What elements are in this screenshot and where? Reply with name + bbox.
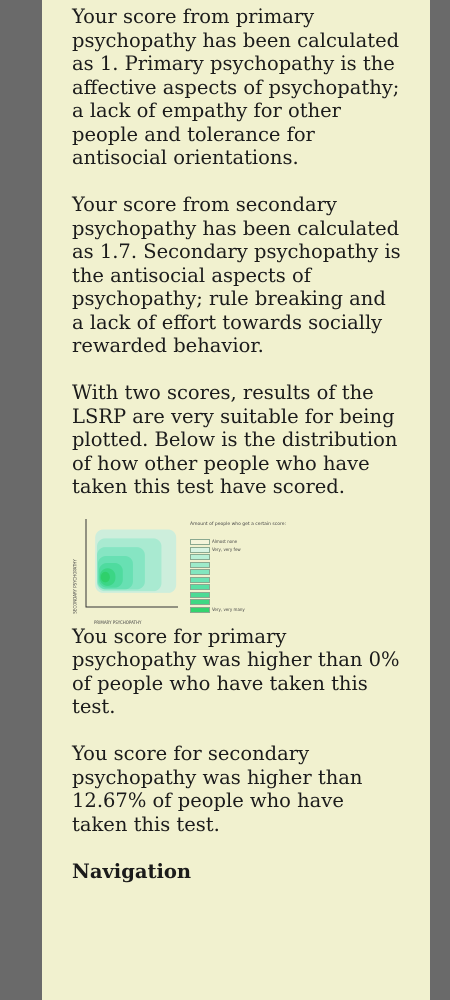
page-background: [42, 0, 430, 1000]
secondary-percentile-paragraph: You score for secondary psychopathy was higher than 12.67% of people who have taken this test.: [72, 742, 363, 836]
legend-swatch: [190, 577, 210, 583]
legend-row: [190, 607, 300, 615]
legend-row: [190, 584, 300, 592]
legend-label: Almost none: [212, 539, 238, 544]
legend-swatch: [190, 554, 210, 560]
plot-intro-paragraph: With two scores, results of the LSRP are very suitable for being plotted. Below is the distribution of how other people who have taken this test have scored.: [72, 381, 398, 498]
legend-title: Amount of people who get a certain score:: [190, 521, 287, 527]
legend-swatch: [190, 599, 210, 605]
legend-label: Very, very few: [212, 546, 241, 552]
primary-percentile-paragraph: You score for primary psychopathy was higher than 0% of people who have taken this test.: [72, 624, 400, 718]
results-content: [72, 5, 402, 883]
legend-row: [190, 554, 300, 562]
y-axis-label-text: SECONDARY PSYCHOPATHY: [72, 558, 78, 614]
secondary-score-paragraph: Your score from secondary psychopathy has been calculated as 1.7. Secondary psychopathy is the antisocial aspects of psychopathy; rule breaking and a lack of effort towards socially rewarded behavior.: [72, 193, 401, 357]
legend-row: [190, 562, 300, 570]
primary-score-paragraph: Your score from primary psychopathy has been calculated as 1. Primary psychopathy is the affective aspects of psychopathy; a lack of empathy for other people and tolerance for antisocial orientations.: [72, 5, 400, 169]
legend-label: Very, very many: [212, 606, 245, 612]
y-axis-label: [68, 537, 78, 614]
distribution-heatmap: [74, 513, 184, 613]
score-distribution-figure: [72, 513, 287, 625]
legend-swatch: [190, 592, 210, 598]
legend-row: [190, 592, 300, 600]
legend-swatch: [190, 607, 210, 613]
x-axis-label: PRIMARY PSYCHOPATHY: [94, 619, 142, 625]
legend-swatch: [190, 539, 210, 545]
heatmap-legend: [190, 513, 300, 615]
legend-row: [190, 547, 300, 555]
legend-row: [190, 569, 300, 577]
legend-swatch: [190, 562, 210, 568]
legend-row: [190, 577, 300, 585]
legend-swatch: [190, 569, 210, 575]
navigation-heading: Navigation: [72, 859, 192, 883]
legend-row: [190, 539, 300, 547]
legend-swatch: [190, 584, 210, 590]
heatmap-cell: [101, 571, 110, 582]
legend-row: [190, 599, 300, 607]
legend-swatch: [190, 547, 210, 553]
legend-rows: [190, 539, 300, 614]
